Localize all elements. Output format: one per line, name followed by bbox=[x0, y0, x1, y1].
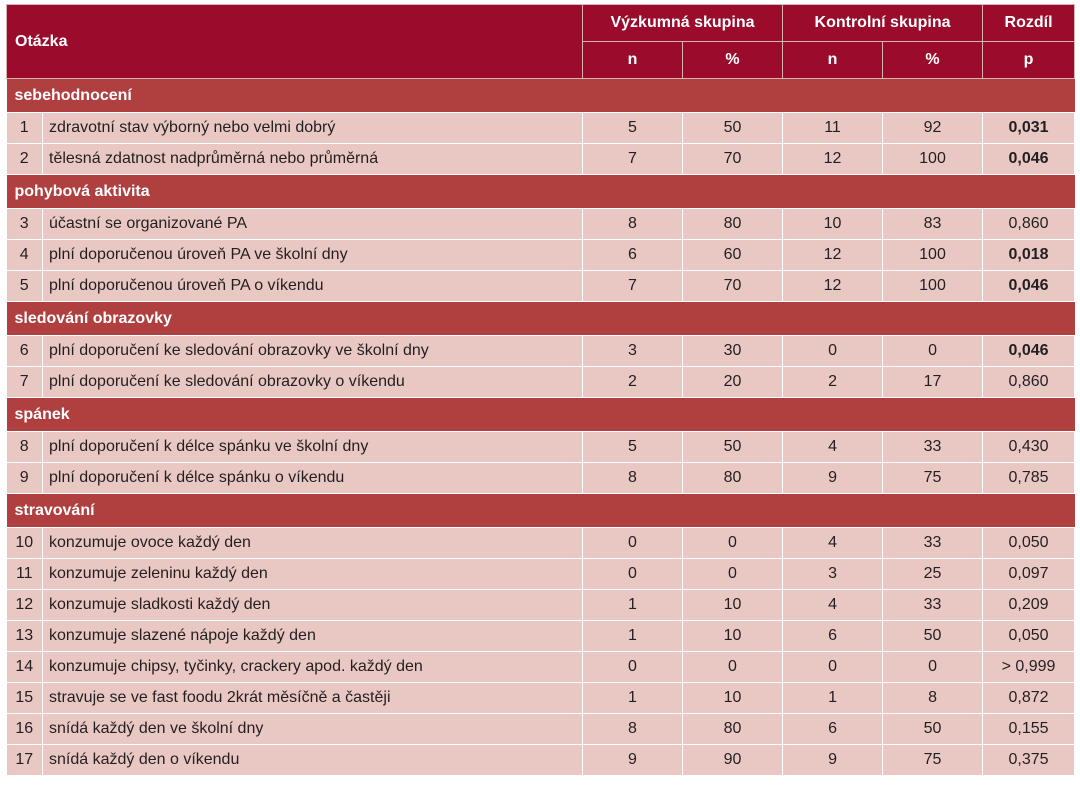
p-value: 0,785 bbox=[983, 463, 1075, 494]
table-row bbox=[7, 336, 1075, 367]
control-n-value: 11 bbox=[783, 113, 883, 144]
p-value: 0,872 bbox=[983, 683, 1075, 714]
row-question: plní doporučenou úroveň PA ve školní dny bbox=[43, 240, 583, 271]
research-n-value: 5 bbox=[583, 432, 683, 463]
control-n-value: 0 bbox=[783, 336, 883, 367]
control-pct-value: 75 bbox=[883, 745, 983, 776]
research-n-value: 8 bbox=[583, 209, 683, 240]
control-pct-value: 33 bbox=[883, 590, 983, 621]
control-n-header: n bbox=[783, 42, 883, 79]
table-row bbox=[7, 367, 1075, 398]
table-row bbox=[7, 621, 1075, 652]
row-question: plní doporučení k délce spánku ve školní dny bbox=[43, 432, 583, 463]
research-pct-value: 0 bbox=[683, 652, 783, 683]
control-group-header: Kontrolní skupina bbox=[783, 5, 983, 42]
table-row bbox=[7, 745, 1075, 776]
control-n-value: 4 bbox=[783, 432, 883, 463]
row-number: 11 bbox=[7, 559, 43, 590]
row-question: plní doporučení k délce spánku o víkendu bbox=[43, 463, 583, 494]
row-number: 6 bbox=[7, 336, 43, 367]
table-row bbox=[7, 144, 1075, 175]
p-value: 0,209 bbox=[983, 590, 1075, 621]
p-value: 0,031 bbox=[983, 113, 1075, 144]
control-pct-value: 0 bbox=[883, 336, 983, 367]
row-question: konzumuje zeleninu každý den bbox=[43, 559, 583, 590]
table-row bbox=[7, 240, 1075, 271]
control-n-value: 0 bbox=[783, 652, 883, 683]
p-value: 0,155 bbox=[983, 714, 1075, 745]
research-n-header: n bbox=[583, 42, 683, 79]
section-title: pohybová aktivita bbox=[7, 175, 1075, 209]
control-pct-value: 33 bbox=[883, 528, 983, 559]
section-title: stravování bbox=[7, 494, 1075, 528]
table-row bbox=[7, 271, 1075, 302]
row-number: 4 bbox=[7, 240, 43, 271]
control-n-value: 9 bbox=[783, 745, 883, 776]
row-number: 7 bbox=[7, 367, 43, 398]
research-pct-value: 70 bbox=[683, 271, 783, 302]
row-number: 9 bbox=[7, 463, 43, 494]
row-question: plní doporučení ke sledování obrazovky ve školní dny bbox=[43, 336, 583, 367]
research-n-value: 2 bbox=[583, 367, 683, 398]
research-pct-value: 20 bbox=[683, 367, 783, 398]
table-row bbox=[7, 714, 1075, 745]
research-pct-value: 30 bbox=[683, 336, 783, 367]
row-question: snídá každý den ve školní dny bbox=[43, 714, 583, 745]
section-header-row bbox=[7, 175, 1075, 209]
table-row bbox=[7, 683, 1075, 714]
research-group-header: Výzkumná skupina bbox=[583, 5, 783, 42]
p-value: 0,375 bbox=[983, 745, 1075, 776]
section-header-row bbox=[7, 79, 1075, 113]
row-question: konzumuje sladkosti každý den bbox=[43, 590, 583, 621]
control-pct-value: 8 bbox=[883, 683, 983, 714]
p-value: 0,860 bbox=[983, 367, 1075, 398]
row-question: plní doporučenou úroveň PA o víkendu bbox=[43, 271, 583, 302]
row-number: 8 bbox=[7, 432, 43, 463]
research-pct-value: 50 bbox=[683, 113, 783, 144]
table-header bbox=[7, 5, 1075, 79]
control-n-value: 2 bbox=[783, 367, 883, 398]
research-n-value: 0 bbox=[583, 559, 683, 590]
control-n-value: 6 bbox=[783, 714, 883, 745]
control-n-value: 3 bbox=[783, 559, 883, 590]
p-value: 0,046 bbox=[983, 336, 1075, 367]
control-n-value: 1 bbox=[783, 683, 883, 714]
research-n-value: 0 bbox=[583, 528, 683, 559]
row-number: 12 bbox=[7, 590, 43, 621]
control-n-value: 6 bbox=[783, 621, 883, 652]
question-header: Otázka bbox=[7, 5, 583, 79]
row-number: 17 bbox=[7, 745, 43, 776]
control-n-value: 12 bbox=[783, 144, 883, 175]
difference-header: Rozdíl bbox=[983, 5, 1075, 42]
research-pct-header: % bbox=[683, 42, 783, 79]
control-pct-header: % bbox=[883, 42, 983, 79]
section-header-row bbox=[7, 398, 1075, 432]
research-pct-value: 0 bbox=[683, 559, 783, 590]
section-header-row bbox=[7, 302, 1075, 336]
control-pct-value: 25 bbox=[883, 559, 983, 590]
control-n-value: 4 bbox=[783, 590, 883, 621]
results-table bbox=[6, 4, 1075, 776]
control-pct-value: 0 bbox=[883, 652, 983, 683]
research-n-value: 7 bbox=[583, 144, 683, 175]
research-n-value: 6 bbox=[583, 240, 683, 271]
p-value: 0,046 bbox=[983, 271, 1075, 302]
section-title: sebehodnocení bbox=[7, 79, 1075, 113]
row-number: 10 bbox=[7, 528, 43, 559]
row-number: 14 bbox=[7, 652, 43, 683]
control-n-value: 12 bbox=[783, 240, 883, 271]
row-number: 2 bbox=[7, 144, 43, 175]
p-value: 0,860 bbox=[983, 209, 1075, 240]
research-n-value: 0 bbox=[583, 652, 683, 683]
research-pct-value: 10 bbox=[683, 621, 783, 652]
control-pct-value: 17 bbox=[883, 367, 983, 398]
research-n-value: 5 bbox=[583, 113, 683, 144]
research-n-value: 1 bbox=[583, 590, 683, 621]
research-n-value: 3 bbox=[583, 336, 683, 367]
control-n-value: 12 bbox=[783, 271, 883, 302]
research-pct-value: 90 bbox=[683, 745, 783, 776]
research-pct-value: 80 bbox=[683, 209, 783, 240]
research-pct-value: 50 bbox=[683, 432, 783, 463]
control-n-value: 4 bbox=[783, 528, 883, 559]
row-question: zdravotní stav výborný nebo velmi dobrý bbox=[43, 113, 583, 144]
research-pct-value: 70 bbox=[683, 144, 783, 175]
row-number: 13 bbox=[7, 621, 43, 652]
control-pct-value: 50 bbox=[883, 714, 983, 745]
row-question: plní doporučení ke sledování obrazovky o víkendu bbox=[43, 367, 583, 398]
research-pct-value: 10 bbox=[683, 683, 783, 714]
control-pct-value: 50 bbox=[883, 621, 983, 652]
research-n-value: 1 bbox=[583, 683, 683, 714]
p-value: 0,050 bbox=[983, 621, 1075, 652]
row-question: snídá každý den o víkendu bbox=[43, 745, 583, 776]
p-value: > 0,999 bbox=[983, 652, 1075, 683]
row-number: 1 bbox=[7, 113, 43, 144]
research-pct-value: 80 bbox=[683, 463, 783, 494]
control-pct-value: 100 bbox=[883, 240, 983, 271]
p-value-header: p bbox=[983, 42, 1075, 79]
research-pct-value: 80 bbox=[683, 714, 783, 745]
row-question: stravuje se ve fast foodu 2krát měsíčně a častěji bbox=[43, 683, 583, 714]
control-n-value: 10 bbox=[783, 209, 883, 240]
p-value: 0,018 bbox=[983, 240, 1075, 271]
row-number: 5 bbox=[7, 271, 43, 302]
research-n-value: 8 bbox=[583, 463, 683, 494]
row-question: účastní se organizované PA bbox=[43, 209, 583, 240]
control-n-value: 9 bbox=[783, 463, 883, 494]
row-question: konzumuje ovoce každý den bbox=[43, 528, 583, 559]
research-pct-value: 60 bbox=[683, 240, 783, 271]
table-row bbox=[7, 113, 1075, 144]
control-pct-value: 100 bbox=[883, 144, 983, 175]
table-body bbox=[7, 79, 1075, 776]
row-question: konzumuje slazené nápoje každý den bbox=[43, 621, 583, 652]
table-row bbox=[7, 209, 1075, 240]
table-row bbox=[7, 463, 1075, 494]
control-pct-value: 83 bbox=[883, 209, 983, 240]
row-question: tělesná zdatnost nadprůměrná nebo průměrná bbox=[43, 144, 583, 175]
control-pct-value: 92 bbox=[883, 113, 983, 144]
section-title: sledování obrazovky bbox=[7, 302, 1075, 336]
section-header-row bbox=[7, 494, 1075, 528]
research-n-value: 9 bbox=[583, 745, 683, 776]
row-number: 16 bbox=[7, 714, 43, 745]
table-row bbox=[7, 528, 1075, 559]
control-pct-value: 33 bbox=[883, 432, 983, 463]
row-number: 15 bbox=[7, 683, 43, 714]
research-n-value: 8 bbox=[583, 714, 683, 745]
p-value: 0,050 bbox=[983, 528, 1075, 559]
table-row bbox=[7, 559, 1075, 590]
p-value: 0,430 bbox=[983, 432, 1075, 463]
control-pct-value: 100 bbox=[883, 271, 983, 302]
table-row bbox=[7, 590, 1075, 621]
row-number: 3 bbox=[7, 209, 43, 240]
section-title: spánek bbox=[7, 398, 1075, 432]
research-n-value: 7 bbox=[583, 271, 683, 302]
table-row bbox=[7, 652, 1075, 683]
control-pct-value: 75 bbox=[883, 463, 983, 494]
p-value: 0,046 bbox=[983, 144, 1075, 175]
table-row bbox=[7, 432, 1075, 463]
research-n-value: 1 bbox=[583, 621, 683, 652]
p-value: 0,097 bbox=[983, 559, 1075, 590]
research-pct-value: 10 bbox=[683, 590, 783, 621]
row-question: konzumuje chipsy, tyčinky, crackery apod. každý den bbox=[43, 652, 583, 683]
research-pct-value: 0 bbox=[683, 528, 783, 559]
